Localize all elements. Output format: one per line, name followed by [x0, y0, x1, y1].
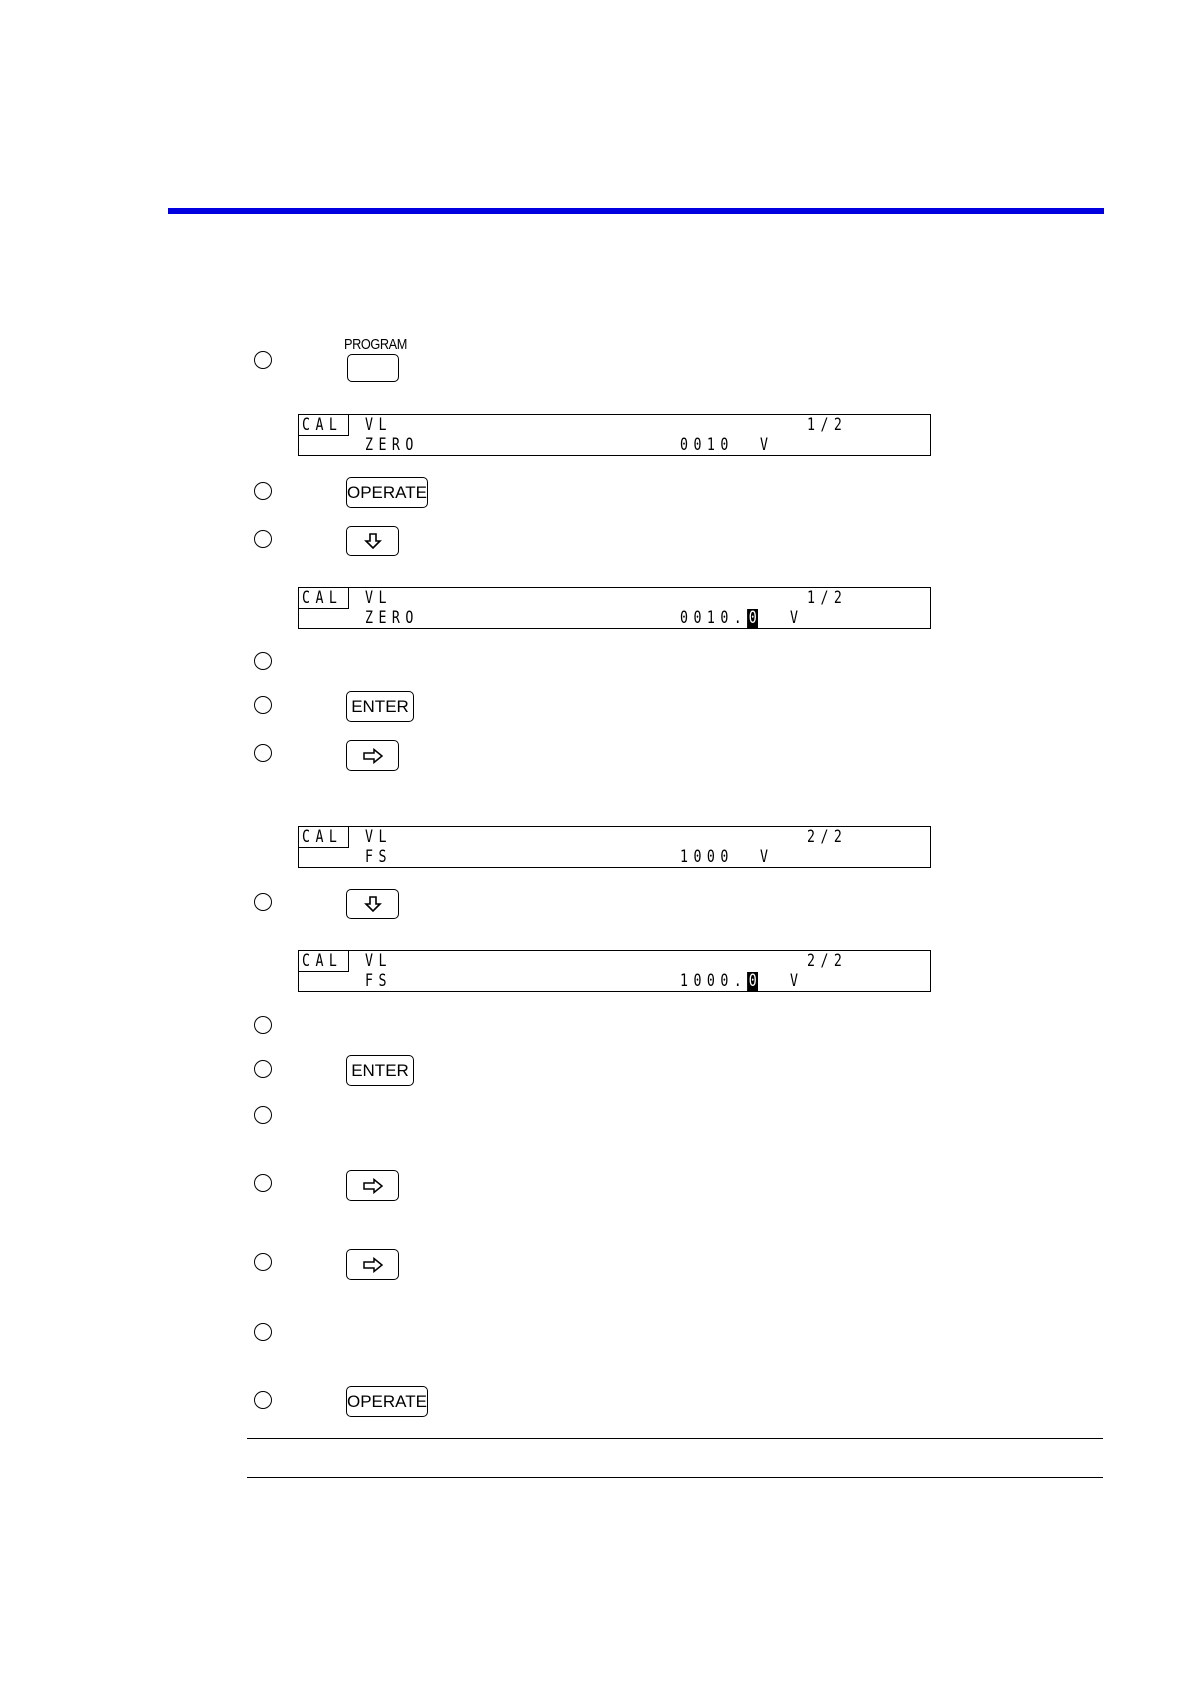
right-arrow-icon	[362, 1257, 384, 1273]
step-circle-icon	[254, 1060, 272, 1078]
enter-key[interactable]	[346, 691, 414, 722]
step-circle-icon	[254, 482, 272, 500]
enter-key-label: ENTER	[351, 1061, 409, 1080]
lcd-cursor: 0	[748, 971, 757, 991]
lcd-display-4	[298, 950, 931, 992]
program-key-label: PROGRAM	[344, 336, 407, 353]
lcd-mode: VL	[365, 415, 392, 435]
step-circle-icon	[254, 1106, 272, 1124]
lcd-tag: CAL	[302, 827, 343, 847]
step-circle-icon	[254, 1323, 272, 1341]
lcd-unit: V	[760, 435, 774, 455]
lcd-unit: V	[790, 608, 804, 628]
enter-key[interactable]	[346, 1055, 414, 1086]
lcd-tag: CAL	[302, 951, 343, 971]
lcd-page: 2/2	[807, 951, 848, 971]
lcd-cursor: 0	[748, 608, 757, 628]
lcd-display-3	[298, 826, 931, 868]
down-arrow-key[interactable]	[346, 889, 399, 919]
lcd-item: ZERO	[365, 608, 419, 628]
lcd-value: 0010	[680, 435, 734, 455]
operate-key-label: OPERATE	[347, 1392, 427, 1411]
enter-key-label: ENTER	[351, 697, 409, 716]
operate-key-label: OPERATE	[347, 483, 427, 502]
header-rule	[168, 208, 1104, 214]
operate-key[interactable]	[346, 1386, 428, 1417]
step-circle-icon	[254, 1174, 272, 1192]
down-arrow-icon	[364, 532, 382, 550]
lcd-page: 2/2	[807, 827, 848, 847]
down-arrow-key[interactable]	[346, 526, 399, 556]
lcd-unit: V	[790, 971, 804, 991]
step-circle-icon	[254, 1391, 272, 1409]
down-arrow-icon	[364, 895, 382, 913]
step-circle-icon	[254, 744, 272, 762]
lcd-page: 1/2	[807, 415, 848, 435]
step-circle-icon	[254, 530, 272, 548]
right-arrow-key[interactable]	[346, 1170, 399, 1201]
step-circle-icon	[254, 1016, 272, 1034]
note-bottom-rule	[247, 1477, 1103, 1478]
step-circle-icon	[254, 1253, 272, 1271]
right-arrow-icon	[362, 1178, 384, 1194]
right-arrow-icon	[362, 748, 384, 764]
step-circle-icon	[254, 696, 272, 714]
step-circle-icon	[254, 652, 272, 670]
lcd-value: 1000.0	[680, 971, 757, 991]
lcd-item: FS	[365, 847, 392, 867]
step-circle-icon	[254, 351, 272, 369]
lcd-item: FS	[365, 971, 392, 991]
lcd-display-1	[298, 414, 931, 456]
program-key[interactable]	[347, 354, 399, 382]
lcd-mode: VL	[365, 588, 392, 608]
right-arrow-key[interactable]	[346, 1249, 399, 1280]
operate-key[interactable]	[346, 477, 428, 508]
step-circle-icon	[254, 893, 272, 911]
lcd-tag: CAL	[302, 588, 343, 608]
lcd-item: ZERO	[365, 435, 419, 455]
lcd-page: 1/2	[807, 588, 848, 608]
lcd-mode: VL	[365, 827, 392, 847]
lcd-display-2	[298, 587, 931, 629]
lcd-value: 0010.0	[680, 608, 757, 628]
lcd-tag: CAL	[302, 415, 343, 435]
right-arrow-key[interactable]	[346, 740, 399, 771]
note-top-rule	[247, 1438, 1103, 1439]
lcd-unit: V	[760, 847, 774, 867]
lcd-value: 1000	[680, 847, 734, 867]
lcd-mode: VL	[365, 951, 392, 971]
